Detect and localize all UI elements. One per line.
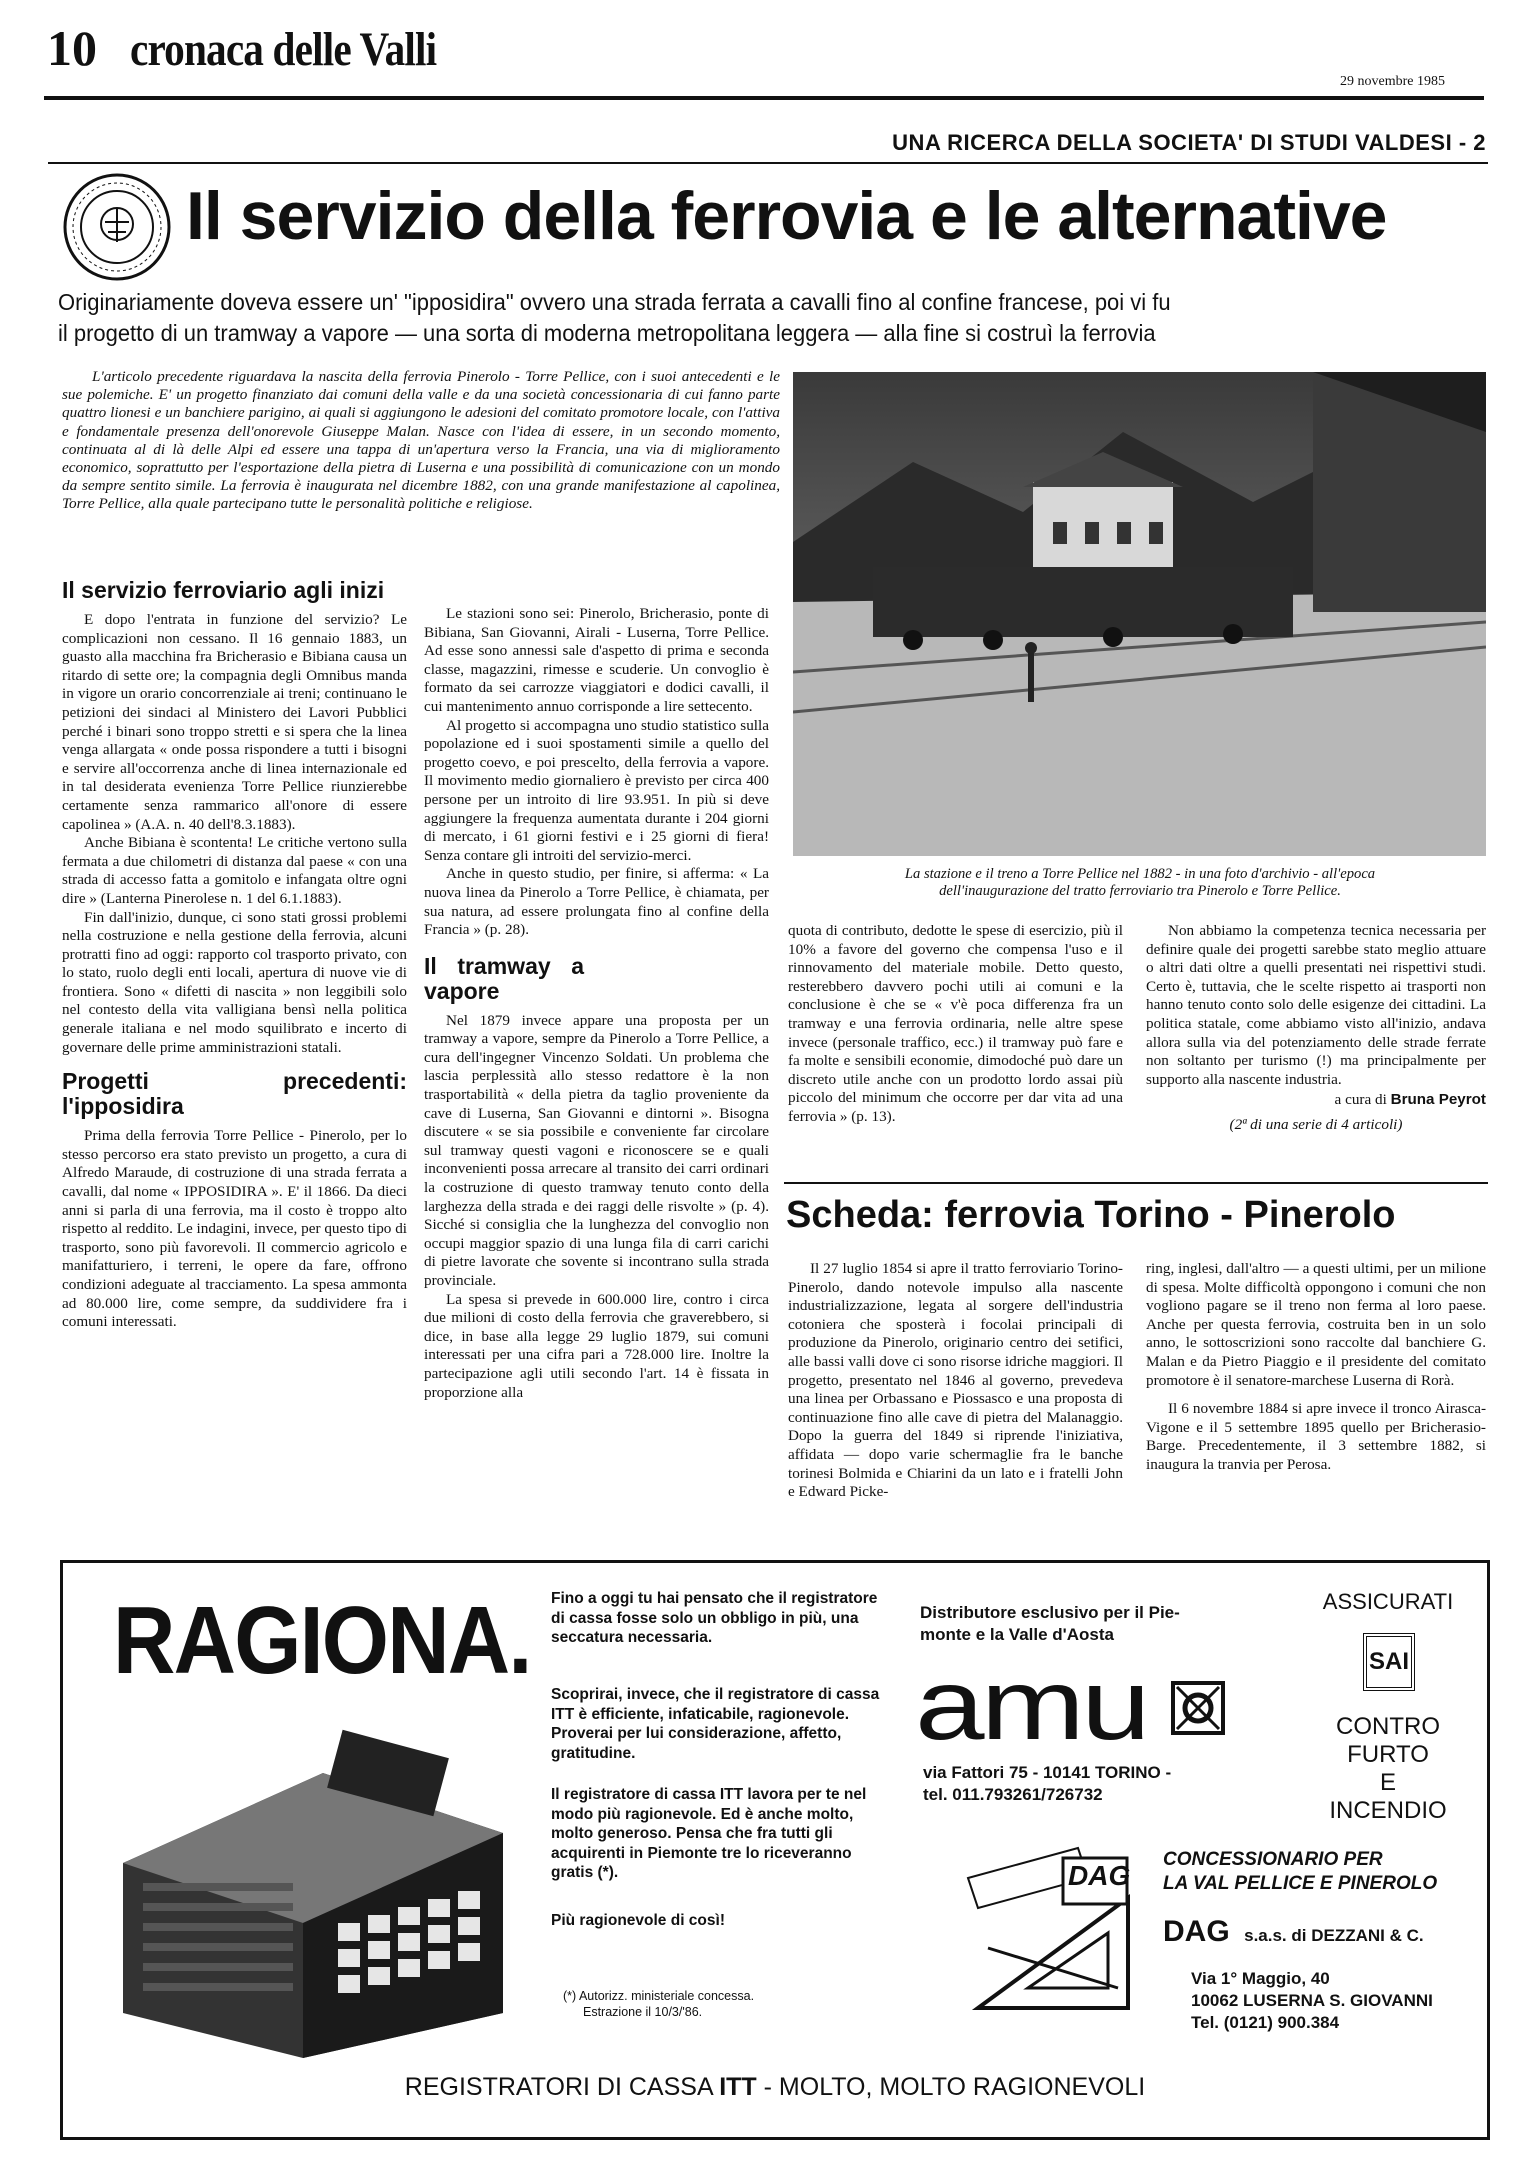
contro-line2: FURTO <box>1347 1741 1429 1768</box>
subheadline-line2: il progetto di un tramway a vapore — una sorta di moderna metropolitana leggera — alla fine si costruì la ferrovia <box>58 320 1156 346</box>
amu-emblem-icon <box>1171 1681 1225 1735</box>
photo-caption-line2: dell'inaugurazione del tratto ferroviario tra Pinerolo e Torre Pellice. <box>939 883 1341 899</box>
masthead-rule <box>44 96 1484 100</box>
concessionario-line2: LA VAL PELLICE E PINEROLO <box>1163 1873 1438 1894</box>
scheda-top-rule <box>784 1182 1488 1184</box>
ad-copy-4: Più ragionevole di così! <box>551 1912 725 1929</box>
dag-company <box>1163 1915 1424 1949</box>
dag-logo: DAG <box>1068 1860 1131 1891</box>
dag-address-2: 10062 LUSERNA S. GIOVANNI <box>1191 1991 1433 2010</box>
amu-address: via Fattori 75 - 10141 TORINO - <box>923 1763 1172 1782</box>
kicker: UNA RICERCA DELLA SOCIETA' DI STUDI VALDESI - 2 <box>892 130 1486 155</box>
ad-copy-1: Fino a oggi tu hai pensato che il registratore di cassa fosse solo un obbligo in più, una seccatura necessaria. <box>551 1590 878 1646</box>
distributor-line1: Distributore esclusivo per il Pie- <box>920 1603 1180 1622</box>
ad-headline: RAGIONA. <box>113 1587 531 1694</box>
series-note: (2ª di una serie di 4 articoli) <box>1229 1115 1403 1133</box>
scheda-title: Scheda: ferrovia Torino - Pinerolo <box>786 1194 1396 1236</box>
ad-footnote-2: Estrazione il 10/3/'86. <box>583 2005 703 2019</box>
paragraph: Non abbiamo la competenza tecnica necessaria per definire quale dei progetti sarebbe stato meglio attuare o altri dati oltre a quelli presentati nei rispettivi studi. Certo è, tuttavia, che le scelte rispetto ai trasporti non hanno tenuto conto solo delle esigenze dei cittadini. La politica statale, come abbiamo visto all'inizio, andava allora sulla via del potenziamento delle strade ferrate non soltanto per turismo (!) ma principalmente per supporto alla nascente industria. <box>1146 922 1486 1088</box>
concessionario-line1: CONCESSIONARIO PER <box>1163 1849 1383 1870</box>
scheda-column-a <box>788 1260 1123 1502</box>
column-2 <box>424 605 769 1402</box>
assicurati-label: ASSICURATI <box>1322 1589 1454 1614</box>
paragraph: quota di contributo, dedotte le spese di esercizio, più il 10% a favore del governo che compensa l'uso e il rinnovamento del materiale mobile. Detto questo, resterebbero davvero pochi utili ai comuni e la conclusione è che se « v'è poca differenza fra un tramway e una ferrovia ordinaria, nelle altre spese invece (personale traffico, ecc.) il tramway può fare e fa molte e sensibili economie, dimodoché può dare un discreto utile anche con un prodotto lordo assai più piccolo del minimum che occorre per dar vita ad una ferrovia » (p. 13). <box>788 922 1123 1125</box>
scheda-column-b <box>1146 1260 1486 1475</box>
society-seal-icon <box>62 172 172 282</box>
paragraph: E dopo l'entrata in funzione del servizio? Le complicazioni non cessano. Il 16 gennaio 1883, un guasto alla macchina fra Bricherasio e Bibiana causa un ritardo di sette ore; la compagnia degli Omnibus manda in vigore un orario concorrenziale ai treni; continuano le petizioni dei sindaci al Ministero dei Lavori Pubblici perché i binari sono troppo stretti e si spera che la linea venga allargata « onde possa rispondere a tutti i bisogni e servire all'occorrenza anche di linea internazionale ed in tal desiderata evenienza Torre Pellice riunzierebbe certamente senza rammarico all'onore di essere capolinea » (A.A. n. 40 dell'8.3.1883). <box>62 611 407 833</box>
contro-line4: INCENDIO <box>1329 1797 1447 1824</box>
dag-telephone: Tel. (0121) 900.384 <box>1191 2013 1340 2032</box>
paragraph: ring, inglesi, dall'altro — a questi ultimi, per un milione di spesa. Molte difficoltà oppongono i comuni che non vogliono pagare se il treno non ferma al loro paese. Anche per questa ferrovia, costruita ben in un solo anno, le sottoscrizioni sono raccolte dal banchiere G. Malan e da Pietro Piaggio e il presidente del comitato promotore è il senatore-marchese Luserna di Rorà. <box>1146 1260 1486 1389</box>
section-heading: Il servizio ferroviario agli inizi <box>62 577 385 603</box>
column-3 <box>788 922 1123 1127</box>
ad-footnote-1: (*) Autorizz. ministeriale concessa. <box>563 1989 755 2003</box>
paragraph: Anche Bibiana è scontenta! Le critiche vertono sulla fermata a due chilometri di distanza dal paese « con una strada di accesso fatta a gomitolo e infangata oltre ogni dire » (Lanterna Pinerolese n. 1 del 6.1.1883). <box>62 834 407 907</box>
contro-line3: E <box>1379 1769 1396 1796</box>
paragraph: Le stazioni sono sei: Pinerolo, Bricherasio, ponte di Bibiana, San Giovanni, Airali - Luserna, Torre Pellice. Ad esse sono annessi sale d'aspetto di prima e seconda classe, magazzini, rimesse e scuderie. Un convoglio è formato da sei carrozze viaggiatori e dodici cavalli, il cui mantenimento annuo corrisponde a lire settecento. <box>424 605 769 715</box>
ad-footer-post: - MOLTO, MOLTO RAGIONEVOLI <box>756 2073 1146 2101</box>
paragraph: Prima della ferrovia Torre Pellice - Pinerolo, per lo stesso percorso era stato previsto un progetto, a cura di Alfredo Maraude, di costruzione di una strada ferrata a cavalli, dal nome « IPPOSIDIRA ». E' il 1866. Da dieci anni si parla di una ferrovia, ma il costo è troppo alto rispetto al reddito. Le indagini, invece, per questo tipo di trasporto, sono più favorevoli. Il commercio agricolo e manifatturiero, i terreni, le opere da fare, offrono condizioni adeguate al tracciamento. La spesa ammonta ad 80.000 lire, come sempre, da suddividere fra i comuni interessati. <box>62 1127 408 1331</box>
ad-copy-3: Il registratore di cassa ITT lavora per te nel modo più ragionevole. Ed è anche molto, molto generoso. Pensa che fra tutti gli acquirenti in Piemonte tre lo riceveranno gratis (*). <box>551 1786 867 1881</box>
byline-prefix: a cura di <box>1334 1091 1387 1109</box>
ad-footer-pre: REGISTRATORI DI CASSA <box>404 2073 720 2101</box>
ad-copy-2: Scoprirai, invece, che il registratore di cassa ITT è efficiente, infaticabile, ragionevole. Proverai per lui considerazione, affetto, gratitudine. <box>551 1686 880 1762</box>
column-1 <box>62 572 407 1332</box>
kicker-rule <box>48 162 1488 164</box>
section-heading: Il tramway a vapore <box>424 952 584 1004</box>
paragraph: La spesa si prevede in 600.000 lire, contro i circa due milioni di costo della ferrovia che graverebbero, si dice, in base alla legge 29 luglio 1879, sui comuni interessati per una cifra pari a 728.000 lire. Inoltre la partecipazione agli utili secondo l'art. 14 è fissata in proporzione alla <box>424 1290 769 1401</box>
headline: Il servizio della ferrovia e le alternative <box>186 178 1387 254</box>
paragraph: Il 27 luglio 1854 si apre il tratto ferroviario Torino-Pinerolo, dando notevole impulso alla nascente industrializzazione, legata al sorgere dell'industria cotoniera che sposterà i focolai principali di produzione da Pinerolo, originario centro dei setifici, alle bassi valli dove ci sono risorse idriche maggiori. Il progetto, presentato nel 1846 al governo, prevedeva una linea per Orbassano e Piossasco e una proposta di continuazione fino alle cave di pietra del Malanaggio. Dopo la guerra del 1849 si riprende l'iniziativa, affidata — dopo varie schermaglie fra le banche torinesi Bolmida e Chiarini da un lato e i fratelli John e Edward Picke- <box>788 1260 1123 1501</box>
paragraph: Nel 1879 invece appare una proposta per un tramway a vapore, sempre da Pinerolo a Torre Pellice, a cura dell'ingegner Vincenzo Soldati. Un problema che lascia perplessità allo stesso redattore è la non trasportabilità « della pietra da taglio proveniente da cave di Luserna, San Giovanni e dintorni ». Bisogna discutere « se sia possibile e conveniente far circolare sul tramway questi vagoni e riconoscere se e quali inconvenienti possa arrecare al transito dei carri ordinari la costruzione di questo tramway tenuto conto della larghezza della strada e dei raggi delle risvolte » (p. 4). Sicché si consiglia che la lunghezza del convoglio non occupi maggior spazio di una lunga fila di carri carichi di pietre lavorate che sovente si incontrano sulla strada provinciale. <box>424 1011 769 1289</box>
paragraph: Al progetto si accompagna uno studio statistico sulla popolazione ed i suoi spostamenti simile a quello del progetto coevo, e poi prescelto, della ferrovia a vapore. Il movimento medio giornaliero è previsto per circa 400 persone per un introito di lire 93.951. In più si deve aggiungere la frequenza aumentata durante i 204 giorni di mercato, i 61 giorni festivi e i 25 giorni di fiera! Senza contare gli introiti del servizio-merci. <box>424 716 769 864</box>
intro-paragraph: L'articolo precedente riguardava la nascita della ferrovia Pinerolo - Torre Pellice, con i suoi antecedenti e le sue polemiche. E' un progetto finanziato dai comuni della valle e da una società concessionaria di cui fanno parte quattro lionesi e un banchiere parigino, ai quali si aggiungono le adesioni del comitato promotore locale, con l'attiva e fondamentale presenza dell'onorevole Giuseppe Malan. Nasce con l'idea di essere, in un secondo momento, continuata al di là delle Alpi ed essere una tappa di un'apertura verso la Francia, una via di miglioramento economico, soprattutto per l'esportazione della pietra di Luserna e una possibilità di comunicazione con un mondo da sempre sentito simile. La ferrovia è inaugurata nel dicembre 1882, con una grande manifestazione al capolinea, Torre Pellice, alla quale partecipano tutte le personalità politiche e religiose. <box>62 368 780 513</box>
advertisement <box>60 1560 1490 2140</box>
byline <box>1146 1091 1486 1110</box>
byline-author: Bruna Peyrot <box>1390 1091 1486 1109</box>
dag-rest: s.a.s. di DEZZANI & C. <box>1244 1926 1424 1945</box>
ad-footer <box>63 2073 1487 2102</box>
column-4 <box>1146 922 1486 1135</box>
paragraph: Fin dall'inizio, dunque, ci sono stati grossi problemi nella costruzione e nella gestione della ferrovia, alcuni protratti fino ad oggi: rapporto col trasporto privato, con lo stato, ruolo degli enti locali, apertura di nuove vie di frontiera. Sono « difetti di nascita » non leggibili solo nel contesto della vita valligiana bensì nella politica generale italiana e nel modo squilibrato e incerto di governare delle prime amministrazioni statali. <box>62 908 407 1056</box>
paragraph: Il 6 novembre 1884 si apre invece il tronco Airasca-Vigone e il 5 settembre 1895 quello per Bricherasio-Barge. Precedentemente, il 3 settembre 1882, si inaugura la tranvia per Perosa. <box>1146 1400 1486 1473</box>
ad-footer-itt: ITT <box>719 2073 757 2101</box>
sai-logo: SAI <box>1363 1633 1415 1691</box>
amu-phone: tel. 011.793261/726732 <box>923 1785 1103 1804</box>
dag-name: DAG <box>1163 1915 1230 1948</box>
cash-register-icon <box>103 1713 523 2063</box>
section-heading: Progetti precedenti: l'ipposidira <box>62 1068 407 1120</box>
dag-address-1: Via 1° Maggio, 40 <box>1191 1969 1330 1988</box>
photo-caption-line1: La stazione e il treno a Torre Pellice nel 1882 - in una foto d'archivio - all'epoca <box>904 866 1376 882</box>
page-number: 10 <box>47 20 97 76</box>
archive-photo <box>793 372 1486 856</box>
section-title: cronaca delle Valli <box>130 23 437 76</box>
issue-date: 29 novembre 1985 <box>1340 74 1445 89</box>
amu-logo: amu <box>915 1649 1147 1761</box>
contro-line1: CONTRO <box>1336 1713 1440 1740</box>
distributor-line2: monte e la Valle d'Aosta <box>920 1625 1114 1644</box>
subheadline-line1: Originariamente doveva essere un' "ipposidira" ovvero una strada ferrata a cavalli fino al confine francese, poi vi fu <box>58 289 1171 315</box>
paragraph: Anche in questo studio, per finire, si afferma: « La nuova linea da Pinerolo a Torre Pellice, è chiamata, per sua natura, ad essere prolungata fino al confine della Francia » (p. 28). <box>424 865 769 939</box>
